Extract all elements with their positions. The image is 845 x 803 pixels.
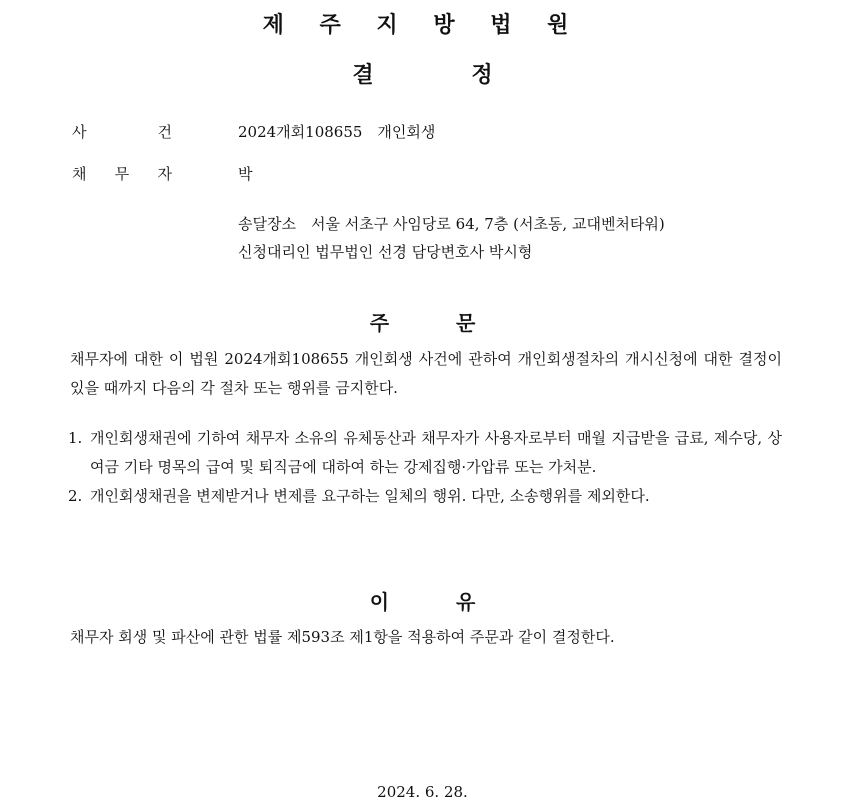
document-type: 결 정 bbox=[352, 63, 493, 88]
item-number: 1. bbox=[68, 429, 83, 447]
list-item bbox=[68, 482, 782, 511]
debtor-label-char: 자 bbox=[157, 165, 172, 183]
case-number: 2024개회108655 개인회생 bbox=[238, 123, 436, 141]
order-intro: 채무자에 대한 이 법원 2024개회108655 개인회생 사건에 관하여 개인회생절차의 개시신청에 대한 결정이 있을 때까지 다음의 각 절차 또는 행위를 금지한다. bbox=[70, 350, 782, 397]
debtor-label-char: 무 bbox=[114, 165, 130, 183]
case-label-char: 사 bbox=[72, 123, 87, 141]
order-list bbox=[68, 424, 782, 511]
case-label bbox=[72, 121, 172, 142]
court-name: 제 주 지 방 법 원 bbox=[262, 13, 583, 38]
reason-heading: 이 유 bbox=[369, 590, 476, 614]
list-item bbox=[68, 424, 782, 482]
service-address: 송달장소 서울 서초구 사임당로 64, 7층 (서초동, 교대벤처타워) bbox=[238, 215, 665, 233]
item-text: 개인회생채권을 변제받거나 변제를 요구하는 일체의 행위. 다만, 소송행위를 제외한다. bbox=[90, 487, 650, 505]
case-label-char: 건 bbox=[157, 123, 172, 141]
decision-date: 2024. 6. 28. bbox=[377, 783, 468, 801]
debtor-label-char: 채 bbox=[72, 165, 87, 183]
debtor-name: 박 bbox=[238, 165, 253, 183]
order-heading: 주 문 bbox=[369, 311, 476, 335]
reason-text: 채무자 회생 및 파산에 관한 법률 제593조 제1항을 적용하여 주문과 같이 결정한다. bbox=[70, 628, 615, 646]
item-text: 개인회생채권에 기하여 채무자 소유의 유체동산과 채무자가 사용자로부터 매월 지급받을 급료, 제수당, 상여금 기타 명목의 급여 및 퇴직금에 대하여 하는 강제집행·가압류 또는 가처분. bbox=[90, 429, 782, 476]
legal-agent: 신청대리인 법무법인 선경 담당변호사 박시형 bbox=[238, 243, 533, 261]
item-number: 2. bbox=[68, 487, 83, 505]
debtor-label bbox=[72, 163, 172, 184]
